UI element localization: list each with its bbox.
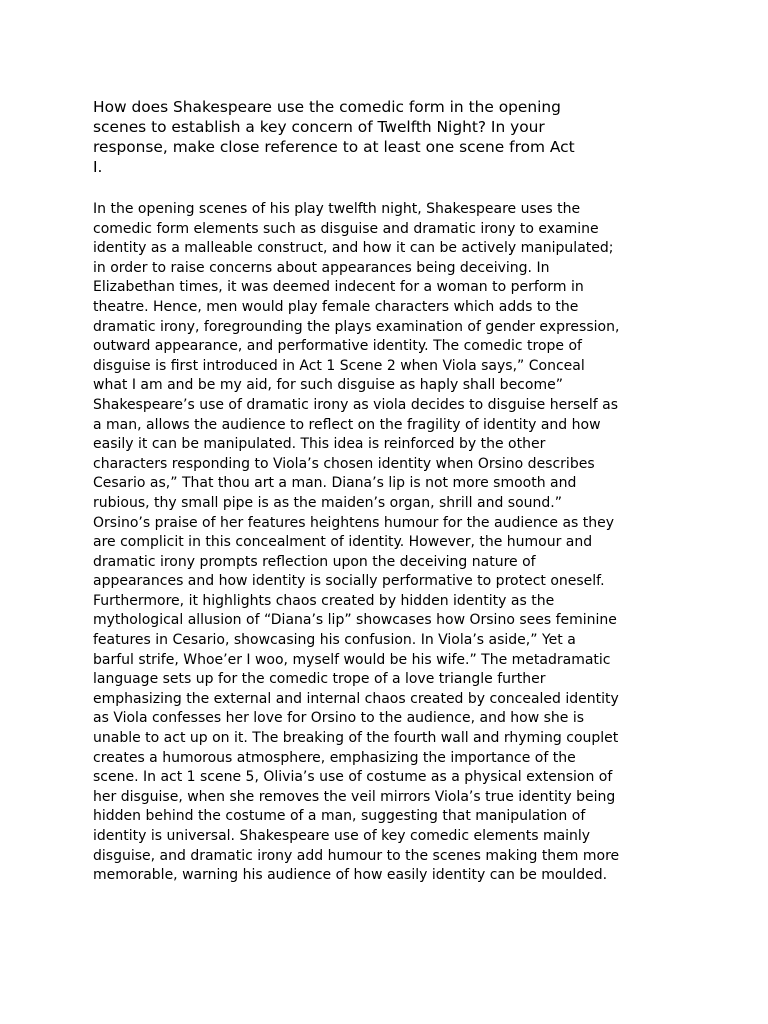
body-line: her disguise, when she removes the veil mirrors Viola’s true identity being (93, 788, 616, 805)
body-line: mythological allusion of “Diana’s lip” showcases how Orsino sees feminine (93, 612, 617, 629)
body-line: emphasizing the external and internal chaos created by concealed identity (93, 690, 619, 707)
question-line: response, make close reference to at least one scene from Act (93, 138, 575, 156)
body-line: scene. In act 1 scene 5, Olivia’s use of costume as a physical extension of (93, 769, 613, 786)
body-line: disguise is first introduced in Act 1 Scene 2 when Viola says,” Conceal (93, 357, 585, 374)
body-line: identity as a malleable construct, and how it can be actively manipulated; (93, 240, 614, 257)
body-line: in order to raise concerns about appearances being deceiving. In (93, 259, 550, 276)
body-line: are complicit in this concealment of identity. However, the humour and (93, 534, 593, 551)
body-line: Furthermore, it highlights chaos created by hidden identity as the (93, 592, 555, 609)
body-line: easily it can be manipulated. This idea is reinforced by the other (93, 436, 546, 453)
body-line: Orsino’s praise of her features heightens humour for the audience as they (93, 514, 615, 531)
essay-body (93, 200, 693, 886)
body-line: Elizabethan times, it was deemed indecent for a woman to perform in (93, 279, 584, 296)
body-line: memorable, warning his audience of how easily identity can be moulded. (93, 867, 608, 884)
question-line: How does Shakespeare use the comedic form in the opening (93, 98, 561, 116)
body-line: comedic form elements such as disguise and dramatic irony to examine (93, 220, 599, 237)
body-line: Cesario as,” That thou art a man. Diana’s lip is not more smooth and (93, 475, 577, 492)
body-line: hidden behind the costume of a man, suggesting that manipulation of (93, 808, 586, 825)
body-line: rubious, thy small pipe is as the maiden’s organ, shrill and sound.” (93, 494, 562, 511)
body-line: characters responding to Viola’s chosen identity when Orsino describes (93, 455, 595, 472)
body-line: as Viola confesses her love for Orsino to the audience, and how she is (93, 710, 585, 727)
body-line: dramatic irony prompts reflection upon the deceiving nature of (93, 553, 536, 570)
body-line: In the opening scenes of his play twelfth night, Shakespeare uses the (93, 201, 581, 217)
body-line: outward appearance, and performative identity. The comedic trope of (93, 338, 582, 355)
body-line: Shakespeare’s use of dramatic irony as viola decides to disguise herself as (93, 396, 619, 413)
body-line: dramatic irony, foregrounding the plays examination of gender expression, (93, 318, 620, 335)
body-line: theatre. Hence, men would play female characters which adds to the (93, 298, 579, 315)
body-line: a man, allows the audience to reflect on the fragility of identity and how (93, 416, 601, 433)
body-line: identity is universal. Shakespeare use of key comedic elements mainly (93, 828, 591, 844)
body-line: barful strife, Whoe’er I woo, myself would be his wife.” The metadramatic (93, 651, 611, 668)
question-line: I. (93, 158, 103, 176)
essay-question (93, 97, 693, 177)
body-line: features in Cesario, showcasing his confusion. In Viola’s aside,” Yet a (93, 632, 576, 649)
body-line: disguise, and dramatic irony add humour to the scenes making them more (93, 847, 620, 864)
body-line: unable to act up on it. The breaking of the fourth wall and rhyming couplet (93, 730, 619, 747)
body-line: appearances and how identity is socially performative to protect oneself. (93, 573, 605, 590)
question-line: scenes to establish a key concern of Twelfth Night? In your (93, 118, 545, 136)
body-line: language sets up for the comedic trope of a love triangle further (93, 671, 546, 688)
body-line: creates a humorous atmosphere, emphasizing the importance of the (93, 749, 576, 766)
document-page (93, 97, 693, 886)
body-line: what I am and be my aid, for such disguise as haply shall become” (93, 377, 563, 394)
